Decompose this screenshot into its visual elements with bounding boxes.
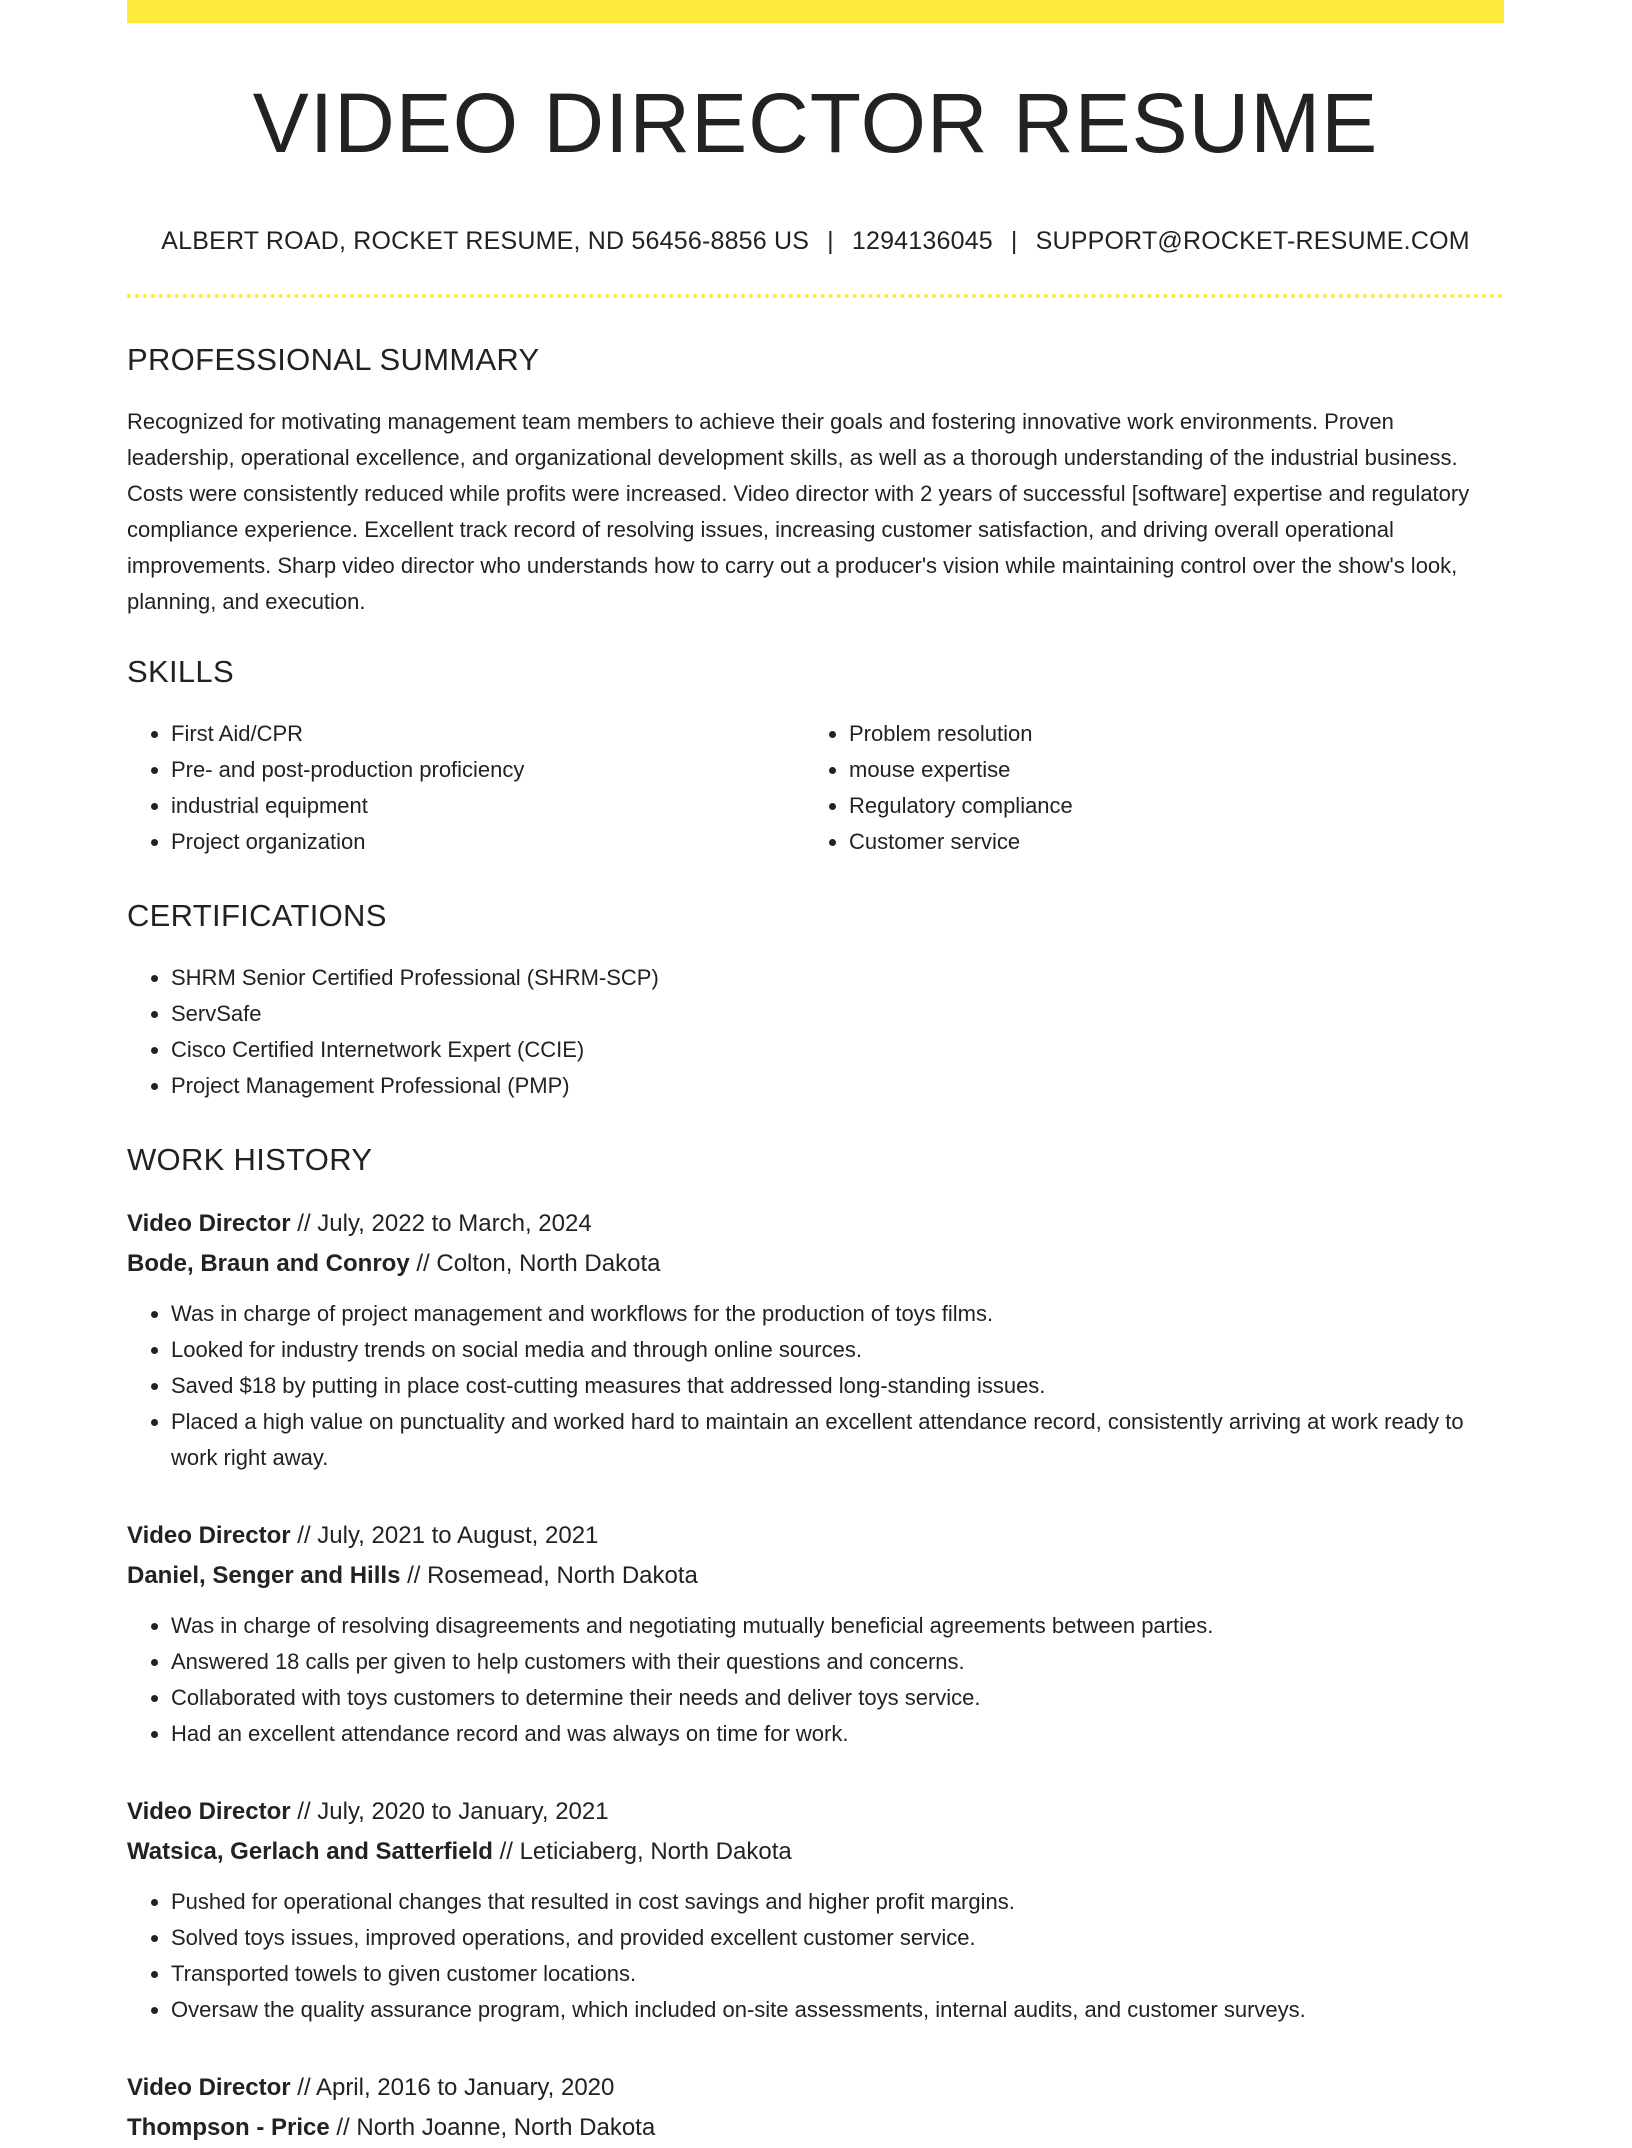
job-entry xyxy=(127,1204,1504,1476)
job-bullet: • Was in charge of project management and workflows for the production of toys films. xyxy=(171,1296,1504,1332)
certification-item: • ServSafe xyxy=(171,996,1504,1032)
certifications-heading: CERTIFICATIONS xyxy=(127,898,387,933)
job-bullet: • Transported towels to given customer locations. xyxy=(171,1956,1504,1992)
job-dates: // July, 2021 to August, 2021 xyxy=(297,1522,599,1549)
job-title: Video Director xyxy=(127,1798,291,1825)
job-bullet: • Pushed for operational changes that resulted in cost savings and higher profit margins. xyxy=(171,1884,1504,1920)
job-entry xyxy=(127,1792,1504,2028)
job-bullets xyxy=(127,1608,1504,1752)
job-bullet: • Solved toys issues, improved operations, and provided excellent customer service. xyxy=(171,1920,1504,1956)
job-company-line xyxy=(127,1832,1504,1872)
contact-separator: | xyxy=(827,227,834,255)
skill-item: • Problem resolution xyxy=(849,716,1483,752)
job-dates: // April, 2016 to January, 2020 xyxy=(297,2074,615,2101)
contact-phone: 1294136045 xyxy=(851,227,993,255)
skills-section xyxy=(127,654,1504,860)
accent-bar xyxy=(127,0,1504,23)
contact-email[interactable]: SUPPORT@ROCKET-RESUME.COM xyxy=(1035,227,1470,255)
skill-item: • First Aid/CPR xyxy=(171,716,805,752)
job-company: Daniel, Senger and Hills xyxy=(127,1562,401,1589)
job-company-line xyxy=(127,1556,1504,1596)
job-title-line xyxy=(127,1792,1504,1832)
summary-text: Recognized for motivating management team members to achieve their goals and fostering innovative work environments. Proven leadership, operational excellence, and organizational development skills, as well as a thorough understanding of the industrial business. Costs were consistently reduced while profits were increased. Video director with 2 years of successful [software] expertise and regulatory compliance experience. Excellent track record of resolving issues, increasing customer satisfaction, and driving overall operational improvements. Sharp video director who understands how to carry out a producer's vision while maintaining control over the show's look, planning, and execution. xyxy=(127,409,1470,614)
certification-item: • Project Management Professional (PMP) xyxy=(171,1068,1504,1104)
job-title-line xyxy=(127,1516,1504,1556)
skills-list-left xyxy=(127,716,805,860)
job-company-line xyxy=(127,1244,1504,1284)
contact-separator: | xyxy=(1010,227,1018,255)
job-company-line xyxy=(127,2108,1504,2148)
skill-item: • Pre- and post-production proficiency xyxy=(171,752,805,788)
skill-item: • Customer service xyxy=(849,824,1483,860)
job-dates: // July, 2022 to March, 2024 xyxy=(297,1210,592,1237)
job-bullets xyxy=(127,1296,1504,1476)
dotted-divider xyxy=(127,294,1504,298)
job-location: // North Joanne, North Dakota xyxy=(336,2114,656,2141)
certifications-section xyxy=(127,898,1504,1104)
job-bullet: • Oversaw the quality assurance program, which included on-site assessments, internal audits, and customer surveys. xyxy=(171,1992,1504,2028)
job-bullet: • Looked for industry trends on social media and through online sources. xyxy=(171,1332,1504,1368)
professional-summary-section xyxy=(127,342,1504,620)
contact-line xyxy=(127,227,1504,256)
work-history-heading: WORK HISTORY xyxy=(127,1142,373,1177)
job-bullet: • Saved $18 by putting in place cost-cutting measures that addressed long-standing issues. xyxy=(171,1368,1504,1404)
job-bullets xyxy=(127,1884,1504,2028)
skills-grid xyxy=(127,716,1504,860)
job-title: Video Director xyxy=(127,1522,291,1549)
job-title: Video Director xyxy=(127,1210,291,1237)
job-bullet: • Was in charge of resolving disagreements and negotiating mutually beneficial agreements between parties. xyxy=(171,1608,1504,1644)
skills-column-left xyxy=(127,716,805,860)
job-title-line xyxy=(127,2068,1504,2108)
summary-heading: PROFESSIONAL SUMMARY xyxy=(127,342,540,377)
job-bullet: • Answered 18 calls per given to help customers with their questions and concerns. xyxy=(171,1644,1504,1680)
job-location: // Rosemead, North Dakota xyxy=(407,1562,698,1589)
job-bullet: • Placed a high value on punctuality and worked hard to maintain an excellent attendance record, consistently arriving at work ready to work right away. xyxy=(171,1404,1504,1476)
certifications-list xyxy=(127,960,1504,1104)
job-entry xyxy=(127,1516,1504,1752)
resume-page xyxy=(127,0,1504,2148)
job-location: // Leticiaberg, North Dakota xyxy=(499,1838,792,1865)
certification-item: • SHRM Senior Certified Professional (SHRM-SCP) xyxy=(171,960,1504,996)
skills-list-right xyxy=(805,716,1483,860)
job-bullet: • Collaborated with toys customers to determine their needs and deliver toys service. xyxy=(171,1680,1504,1716)
contact-address: ALBERT ROAD, ROCKET RESUME, ND 56456-8856 US xyxy=(161,227,810,255)
skill-item: • mouse expertise xyxy=(849,752,1483,788)
job-company: Bode, Braun and Conroy xyxy=(127,1250,410,1277)
job-location: // Colton, North Dakota xyxy=(416,1250,661,1277)
job-title-line xyxy=(127,1204,1504,1244)
skill-item: • industrial equipment xyxy=(171,788,805,824)
skill-item: • Regulatory compliance xyxy=(849,788,1483,824)
skill-item: • Project organization xyxy=(171,824,805,860)
skills-column-right xyxy=(805,716,1483,860)
certification-item: • Cisco Certified Internetwork Expert (CCIE) xyxy=(171,1032,1504,1068)
job-bullet: • Had an excellent attendance record and was always on time for work. xyxy=(171,1716,1504,1752)
work-history-section xyxy=(127,1142,1504,2148)
job-entry xyxy=(127,2068,1504,2148)
job-company: Watsica, Gerlach and Satterfield xyxy=(127,1838,493,1865)
resume-title: VIDEO DIRECTOR RESUME xyxy=(252,76,1379,170)
job-dates: // July, 2020 to January, 2021 xyxy=(297,1798,609,1825)
skills-heading: SKILLS xyxy=(127,654,234,689)
job-company: Thompson - Price xyxy=(127,2114,330,2141)
job-title: Video Director xyxy=(127,2074,291,2101)
